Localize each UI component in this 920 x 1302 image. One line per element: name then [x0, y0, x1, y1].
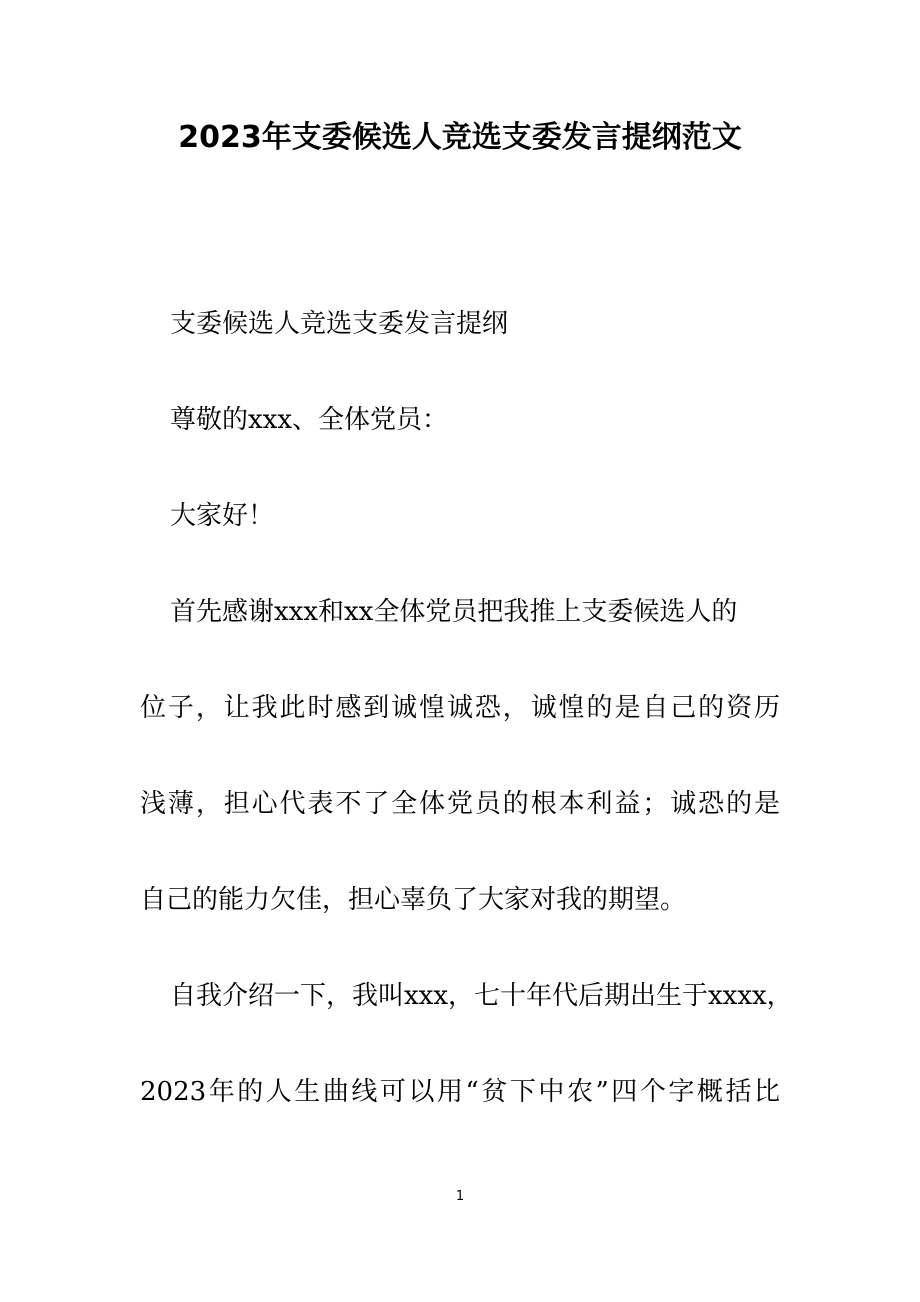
body-line: 位子，让我此时感到诚惶诚恐，诚惶的是自己的资历 [140, 693, 780, 723]
body-line: 自己的能力欠佳，担心辜负了大家对我的期望。 [140, 885, 687, 915]
greeting-line: 大家好！ [170, 501, 275, 531]
body-line: 2023年的人生曲线可以用“贫下中农”四个字概括比 [140, 1077, 780, 1107]
body-line: 首先感谢xxx和xx全体党员把我推上支委候选人的 [170, 597, 738, 627]
body-line: 浅薄，担心代表不了全体党员的根本利益；诚恐的是 [140, 789, 780, 819]
salutation-line: 尊敬的xxx、全体党员： [170, 405, 448, 435]
page-number: 1 [455, 1189, 465, 1204]
subtitle-line: 支委候选人竞选支委发言提纲 [170, 309, 509, 339]
body-line: 自我介绍一下，我叫xxx，七十年代后期出生于xxxx， [170, 981, 793, 1011]
document-title: 2023年支委候选人竞选支委发言提纲范文 [178, 120, 742, 155]
